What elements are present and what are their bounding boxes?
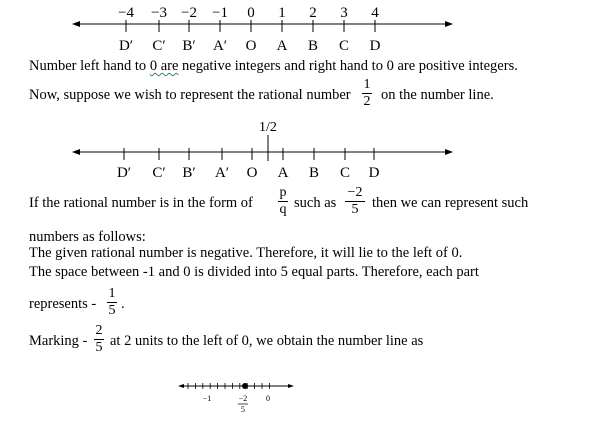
numbers-as-follows: numbers as follows: <box>29 229 146 245</box>
point-minus-two-fifths <box>242 383 248 389</box>
such-as-text: such as <box>294 195 337 211</box>
fraction-numerator: −2 <box>347 185 363 200</box>
tick-number-label: 1 <box>278 5 286 21</box>
label-point-denominator: 5 <box>241 405 245 414</box>
point-label: B <box>308 165 320 180</box>
point-label: C′ <box>152 165 166 180</box>
fraction-two-fifths <box>94 324 104 355</box>
tick-number-label: 3 <box>340 5 348 21</box>
label-minus-one: −1 <box>202 394 212 403</box>
tick-number-label: 2 <box>309 5 317 21</box>
point-label: C <box>338 38 350 54</box>
label-point-numerator: −2 <box>238 394 248 403</box>
fraction-denominator: q <box>279 202 287 217</box>
fraction-minus-two-fifths <box>345 186 365 217</box>
fraction-p-over-q <box>278 186 288 217</box>
point-label: A <box>277 165 289 180</box>
fraction-denominator: 5 <box>351 202 359 217</box>
tick-number-label: 0 <box>247 5 255 21</box>
point-label: D <box>368 165 380 180</box>
number-line-half <box>0 115 594 180</box>
fraction-denominator: 5 <box>108 303 116 318</box>
space-divided-text: The space between -1 and 0 is divided into 5 equal parts. Therefore, each part <box>29 264 479 280</box>
point-label: D′ <box>118 38 134 54</box>
represents-text: represents - <box>29 296 97 312</box>
point-label: O <box>245 38 257 54</box>
tick-number-label: −4 <box>118 5 134 21</box>
fraction-one-fifth <box>107 287 117 318</box>
negative-number-text: The given rational number is negative. Therefore, it will lie to the left of 0. <box>29 245 463 261</box>
fraction-numerator: p <box>279 185 287 200</box>
tick-number-label: −1 <box>212 5 228 21</box>
fraction-one-half <box>362 78 372 109</box>
form-pq-text: If the rational number is in the form of <box>29 195 253 211</box>
fraction-numerator: 1 <box>108 286 116 301</box>
represent-half-text: Now, suppose we wish to represent the rational number <box>29 87 351 103</box>
marking-text: Marking - <box>29 333 88 349</box>
point-label: B′ <box>182 38 196 54</box>
integers-explanation <box>29 58 518 74</box>
point-label: A <box>276 38 288 54</box>
period: . <box>121 296 125 312</box>
label-zero: 0 <box>266 394 270 403</box>
point-label: C′ <box>152 38 166 54</box>
underlined-text: 0 are <box>149 58 179 74</box>
then-represent-text: then we can represent such <box>372 195 529 211</box>
fraction-numerator: 2 <box>95 323 103 338</box>
point-label: A′ <box>214 165 230 180</box>
tick-number-label: −3 <box>151 5 167 21</box>
point-label: C <box>339 165 351 180</box>
point-label: B′ <box>182 165 196 180</box>
number-line-integers <box>0 0 594 60</box>
number-line-minus-two-fifths <box>0 375 594 439</box>
fraction-numerator: 1 <box>363 77 371 92</box>
tick-number-label: 4 <box>371 5 379 21</box>
represent-half-text-end: on the number line. <box>381 87 494 103</box>
text: negative integers and right hand to 0 are positive integers. <box>178 58 518 74</box>
point-label: B <box>307 38 319 54</box>
fraction-denominator: 5 <box>95 340 103 355</box>
half-label: 1/2 <box>259 120 277 135</box>
point-label: D <box>369 38 381 54</box>
fraction-denominator: 2 <box>363 94 371 109</box>
text: Number left hand to <box>29 58 150 74</box>
point-label: O <box>246 165 258 180</box>
point-label: D′ <box>116 165 132 180</box>
tick-number-label: −2 <box>181 5 197 21</box>
point-label: A′ <box>212 38 228 54</box>
marking-text-end: at 2 units to the left of 0, we obtain the number line as <box>110 333 424 349</box>
